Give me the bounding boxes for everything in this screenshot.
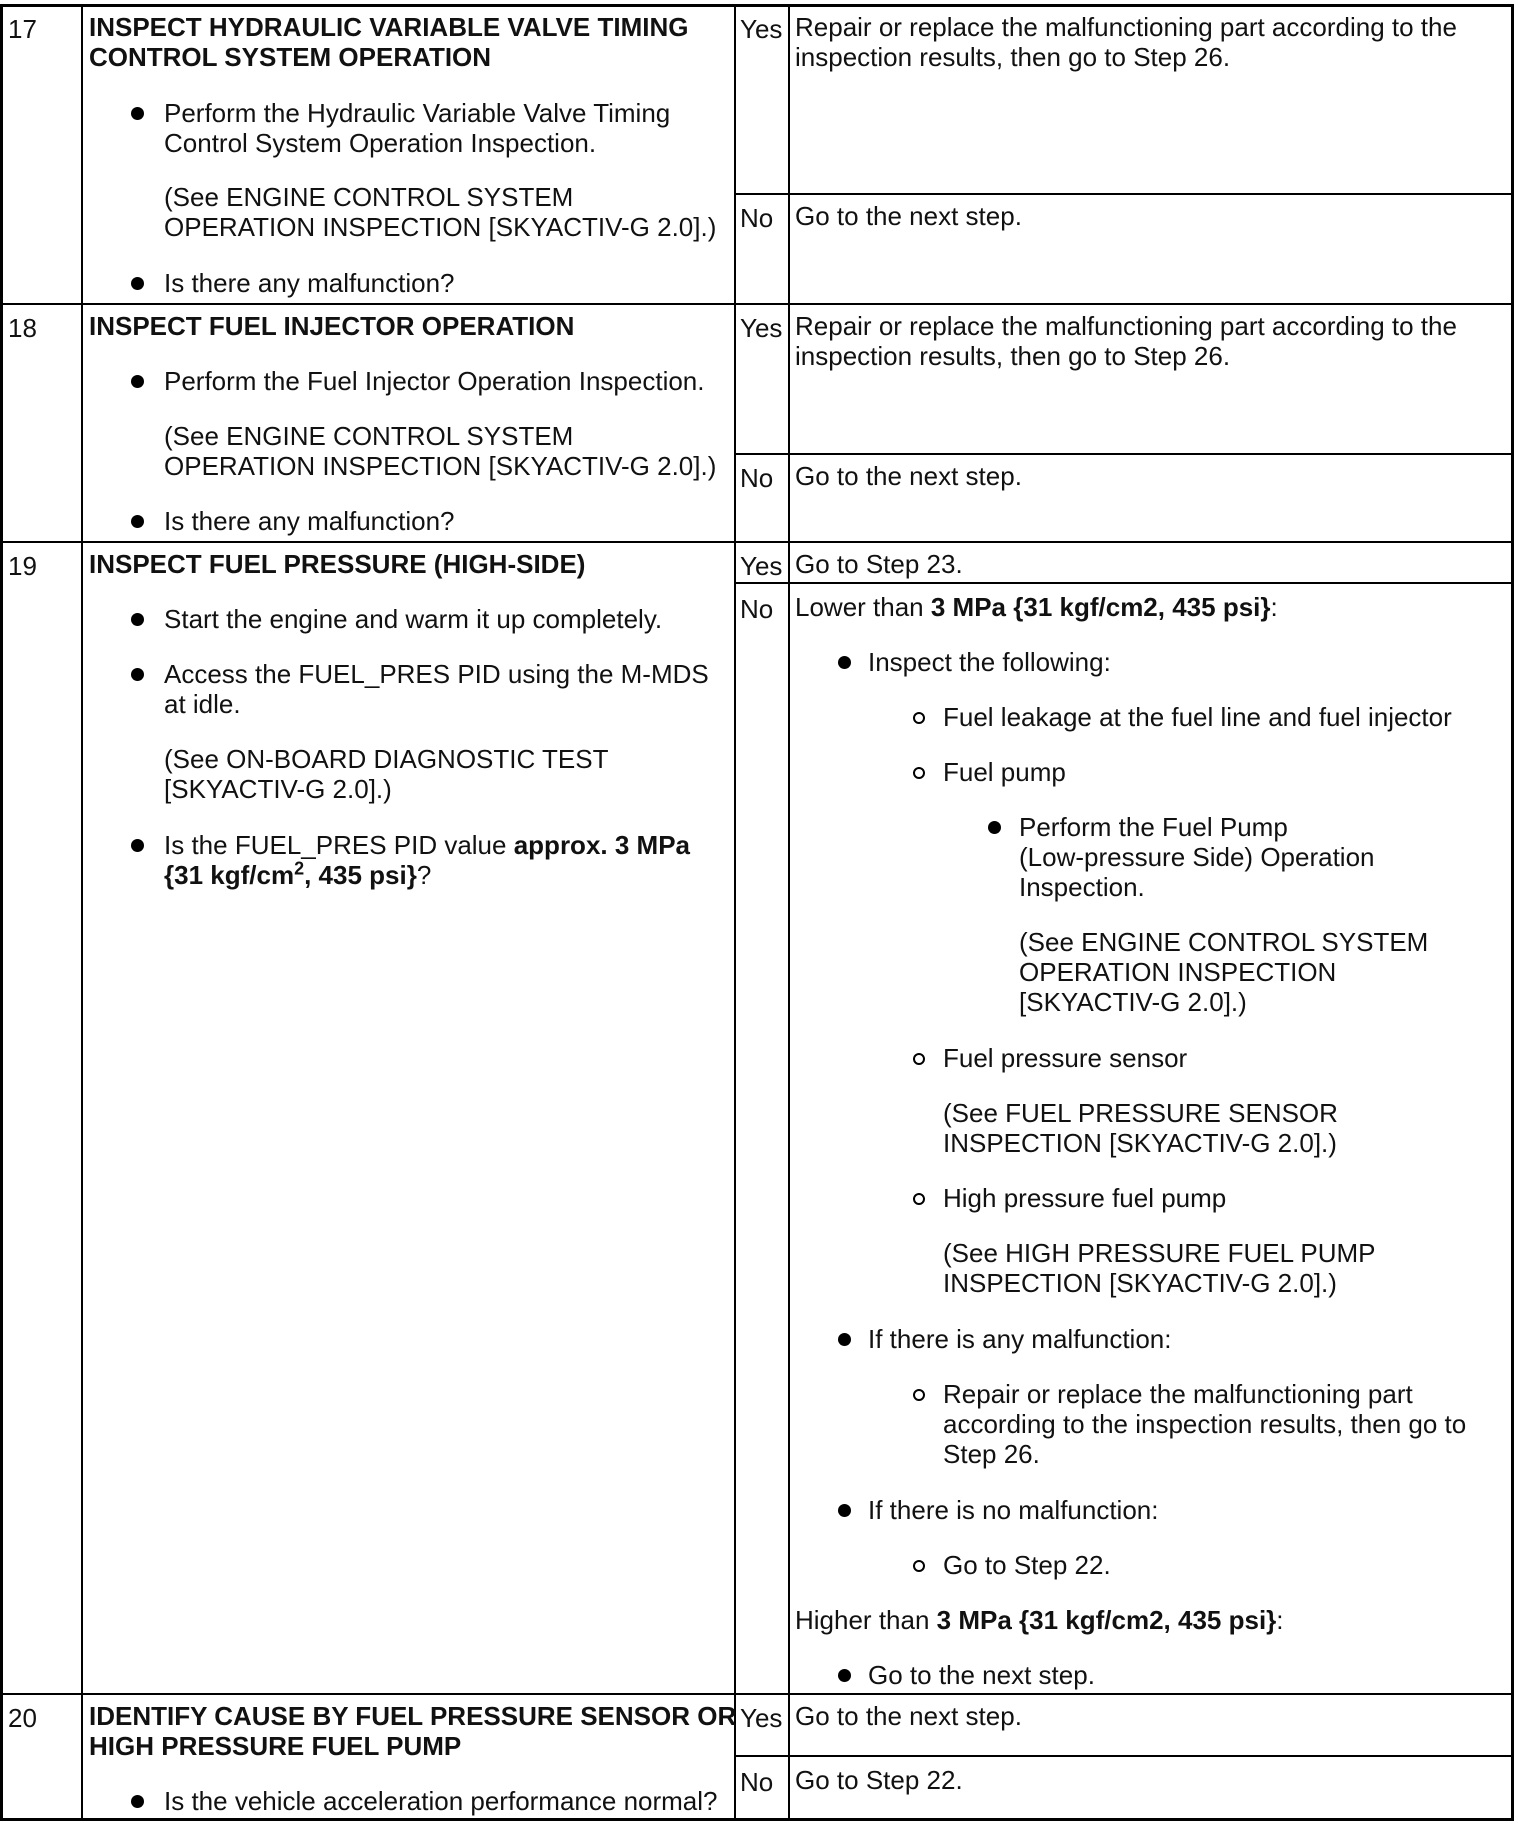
bullet-ring-icon (913, 767, 925, 779)
no-malfunction-bullet: If there is no malfunction: (868, 1495, 1159, 1525)
no-action: Go to the next step. (795, 461, 1022, 491)
instruction-line: Perform the Hydraulic Variable Valve Timing (164, 98, 671, 128)
bullet-dot-icon (988, 821, 1001, 834)
bullet-ring-icon (913, 712, 925, 724)
no-action: Go to the next step. (795, 201, 1022, 231)
no-action: Go to Step 22. (795, 1765, 963, 1795)
check-item: Fuel pump (943, 757, 1066, 787)
no-label: No (740, 203, 774, 233)
question-bullet (164, 830, 690, 890)
reference-note (1019, 927, 1428, 1017)
inspect-bullet: Inspect the following: (868, 647, 1111, 677)
question-line (164, 860, 690, 890)
bullet-dot-icon (131, 107, 144, 120)
action-line: inspection results, then go to Step 26. (795, 42, 1231, 72)
instruction-line: Step 26. (943, 1439, 1040, 1469)
instruction-line: at idle. (164, 689, 241, 719)
step-number: 20 (8, 1703, 37, 1733)
step-title-line: HIGH PRESSURE FUEL PUMP (89, 1731, 462, 1761)
bullet-dot-icon (131, 515, 144, 528)
table-right-border (1511, 4, 1514, 1821)
step-column-divider (81, 4, 83, 1821)
step-title: INSPECT FUEL INJECTOR OPERATION (89, 311, 575, 341)
yes-label: Yes (740, 551, 783, 581)
bullet-ring-icon (913, 1193, 925, 1205)
instruction-bullet (164, 659, 709, 719)
step-title-line: CONTROL SYSTEM OPERATION (89, 42, 492, 72)
yes-label: Yes (740, 313, 783, 343)
bullet-ring-icon (913, 1560, 925, 1572)
no-label: No (740, 1767, 774, 1797)
instruction-bullet: Start the engine and warm it up completely. (164, 604, 663, 634)
goto-instruction: Go to Step 22. (943, 1550, 1111, 1580)
instruction-line: Access the FUEL_PRES PID using the M-MDS (164, 659, 709, 689)
reference-line: (See FUEL PRESSURE SENSOR (943, 1098, 1338, 1128)
reference-line: (See ENGINE CONTROL SYSTEM (164, 182, 574, 212)
reference-line: (See HIGH PRESSURE FUEL PUMP (943, 1238, 1376, 1268)
bullet-ring-icon (913, 1389, 925, 1401)
yes-label: Yes (740, 14, 783, 44)
result-column-divider (788, 4, 790, 1821)
action-line: Repair or replace the malfunctioning part according to the (795, 311, 1457, 341)
step-number: 18 (8, 313, 37, 343)
yes-action: Go to the next step. (795, 1701, 1022, 1731)
step-title: INSPECT FUEL PRESSURE (HIGH-SIDE) (89, 549, 586, 579)
condition-text: Lower than (795, 592, 931, 622)
step-number: 17 (8, 14, 37, 44)
spec-value: approx. 3 MPa (513, 830, 690, 860)
question-bullet: Is there any malfunction? (164, 506, 455, 536)
yes-label: Yes (740, 1703, 783, 1733)
reference-line: OPERATION INSPECTION [SKYACTIV-G 2.0].) (164, 451, 717, 481)
reference-note (943, 1238, 1375, 1298)
row17-yes-no-divider (734, 193, 1514, 195)
reference-line: OPERATION INSPECTION (1019, 957, 1337, 987)
lower-condition (795, 592, 1278, 622)
reference-line: OPERATION INSPECTION [SKYACTIV-G 2.0].) (164, 212, 717, 242)
bullet-dot-icon (131, 1795, 144, 1808)
reference-note (164, 182, 716, 242)
reference-line: (See ENGINE CONTROL SYSTEM (164, 421, 574, 451)
row-divider-17-18 (0, 303, 1514, 305)
bullet-dot-icon (131, 668, 144, 681)
condition-colon: : (1270, 592, 1278, 622)
question-line (164, 830, 690, 860)
instruction-bullet: Perform the Fuel Injector Operation Inspection. (164, 366, 705, 396)
bullet-dot-icon (131, 277, 144, 290)
reference-line: [SKYACTIV-G 2.0].) (164, 774, 392, 804)
condition-column-divider (734, 4, 736, 1821)
sub-instruction (1019, 812, 1375, 902)
action-line: inspection results, then go to Step 26. (795, 341, 1231, 371)
table-bottom-border (0, 1818, 1514, 1821)
step-title-line: INSPECT HYDRAULIC VARIABLE VALVE TIMING (89, 12, 689, 42)
repair-instruction (943, 1379, 1466, 1469)
instruction-line: Control System Operation Inspection. (164, 128, 597, 158)
step-number: 19 (8, 551, 37, 581)
condition-text: Higher than (795, 1605, 937, 1635)
no-label: No (740, 594, 774, 624)
spec-value: {31 kgf/cm (164, 860, 295, 890)
spec-value: 3 MPa {31 kgf/cm2, 435 psi} (936, 1605, 1277, 1635)
bullet-dot-icon (131, 613, 144, 626)
reference-line: (See ON-BOARD DIAGNOSTIC TEST (164, 744, 609, 774)
bullet-dot-icon (131, 839, 144, 852)
question-mark: ? (416, 860, 432, 890)
question-bullet: Is there any malfunction? (164, 268, 455, 298)
reference-line: [SKYACTIV-G 2.0].) (1019, 987, 1247, 1017)
question-text: Is the FUEL_PRES PID value (164, 830, 514, 860)
bullet-dot-icon (838, 1333, 851, 1346)
step-title (89, 1701, 736, 1761)
row20-yes-no-divider (734, 1755, 1514, 1757)
spec-value: 3 MPa {31 kgf/cm2, 435 psi} (930, 592, 1271, 622)
row-divider-19-20 (0, 1693, 1514, 1695)
row18-yes-no-divider (734, 453, 1514, 455)
table-top-border (0, 4, 1514, 7)
malfunction-bullet: If there is any malfunction: (868, 1324, 1172, 1354)
check-item: Fuel pressure sensor (943, 1043, 1188, 1073)
next-step-bullet: Go to the next step. (868, 1660, 1095, 1690)
action-line: Repair or replace the malfunctioning part according to the (795, 12, 1457, 42)
condition-colon: : (1276, 1605, 1284, 1635)
reference-line: INSPECTION [SKYACTIV-G 2.0].) (943, 1268, 1337, 1298)
bullet-dot-icon (838, 656, 851, 669)
check-item: High pressure fuel pump (943, 1183, 1227, 1213)
reference-note (164, 744, 608, 804)
bullet-dot-icon (131, 375, 144, 388)
reference-line: (See ENGINE CONTROL SYSTEM (1019, 927, 1429, 957)
step-title (89, 12, 688, 72)
row-divider-18-19 (0, 541, 1514, 543)
superscript: 2 (294, 858, 305, 879)
bullet-dot-icon (838, 1504, 851, 1517)
instruction-line: Repair or replace the malfunctioning part (943, 1379, 1413, 1409)
check-item: Fuel leakage at the fuel line and fuel injector (943, 702, 1452, 732)
instruction-line: according to the inspection results, then go to (943, 1409, 1467, 1439)
question-bullet: Is the vehicle acceleration performance normal? (164, 1786, 718, 1816)
reference-line: INSPECTION [SKYACTIV-G 2.0].) (943, 1128, 1337, 1158)
step-title-line: IDENTIFY CAUSE BY FUEL PRESSURE SENSOR OR (89, 1701, 737, 1731)
instruction-bullet (164, 98, 670, 158)
instruction-line: Perform the Fuel Pump (1019, 812, 1288, 842)
no-label: No (740, 463, 774, 493)
row19-yes-no-divider (734, 582, 1514, 584)
yes-action (795, 311, 1457, 371)
reference-note (164, 421, 716, 481)
table-left-border (0, 4, 3, 1821)
bullet-dot-icon (838, 1669, 851, 1682)
yes-action: Go to Step 23. (795, 549, 963, 579)
bullet-ring-icon (913, 1053, 925, 1065)
higher-condition (795, 1605, 1284, 1635)
instruction-line: Inspection. (1019, 872, 1145, 902)
reference-note (943, 1098, 1338, 1158)
yes-action (795, 12, 1457, 72)
spec-value: , 435 psi} (304, 860, 417, 890)
instruction-line: (Low-pressure Side) Operation (1019, 842, 1375, 872)
